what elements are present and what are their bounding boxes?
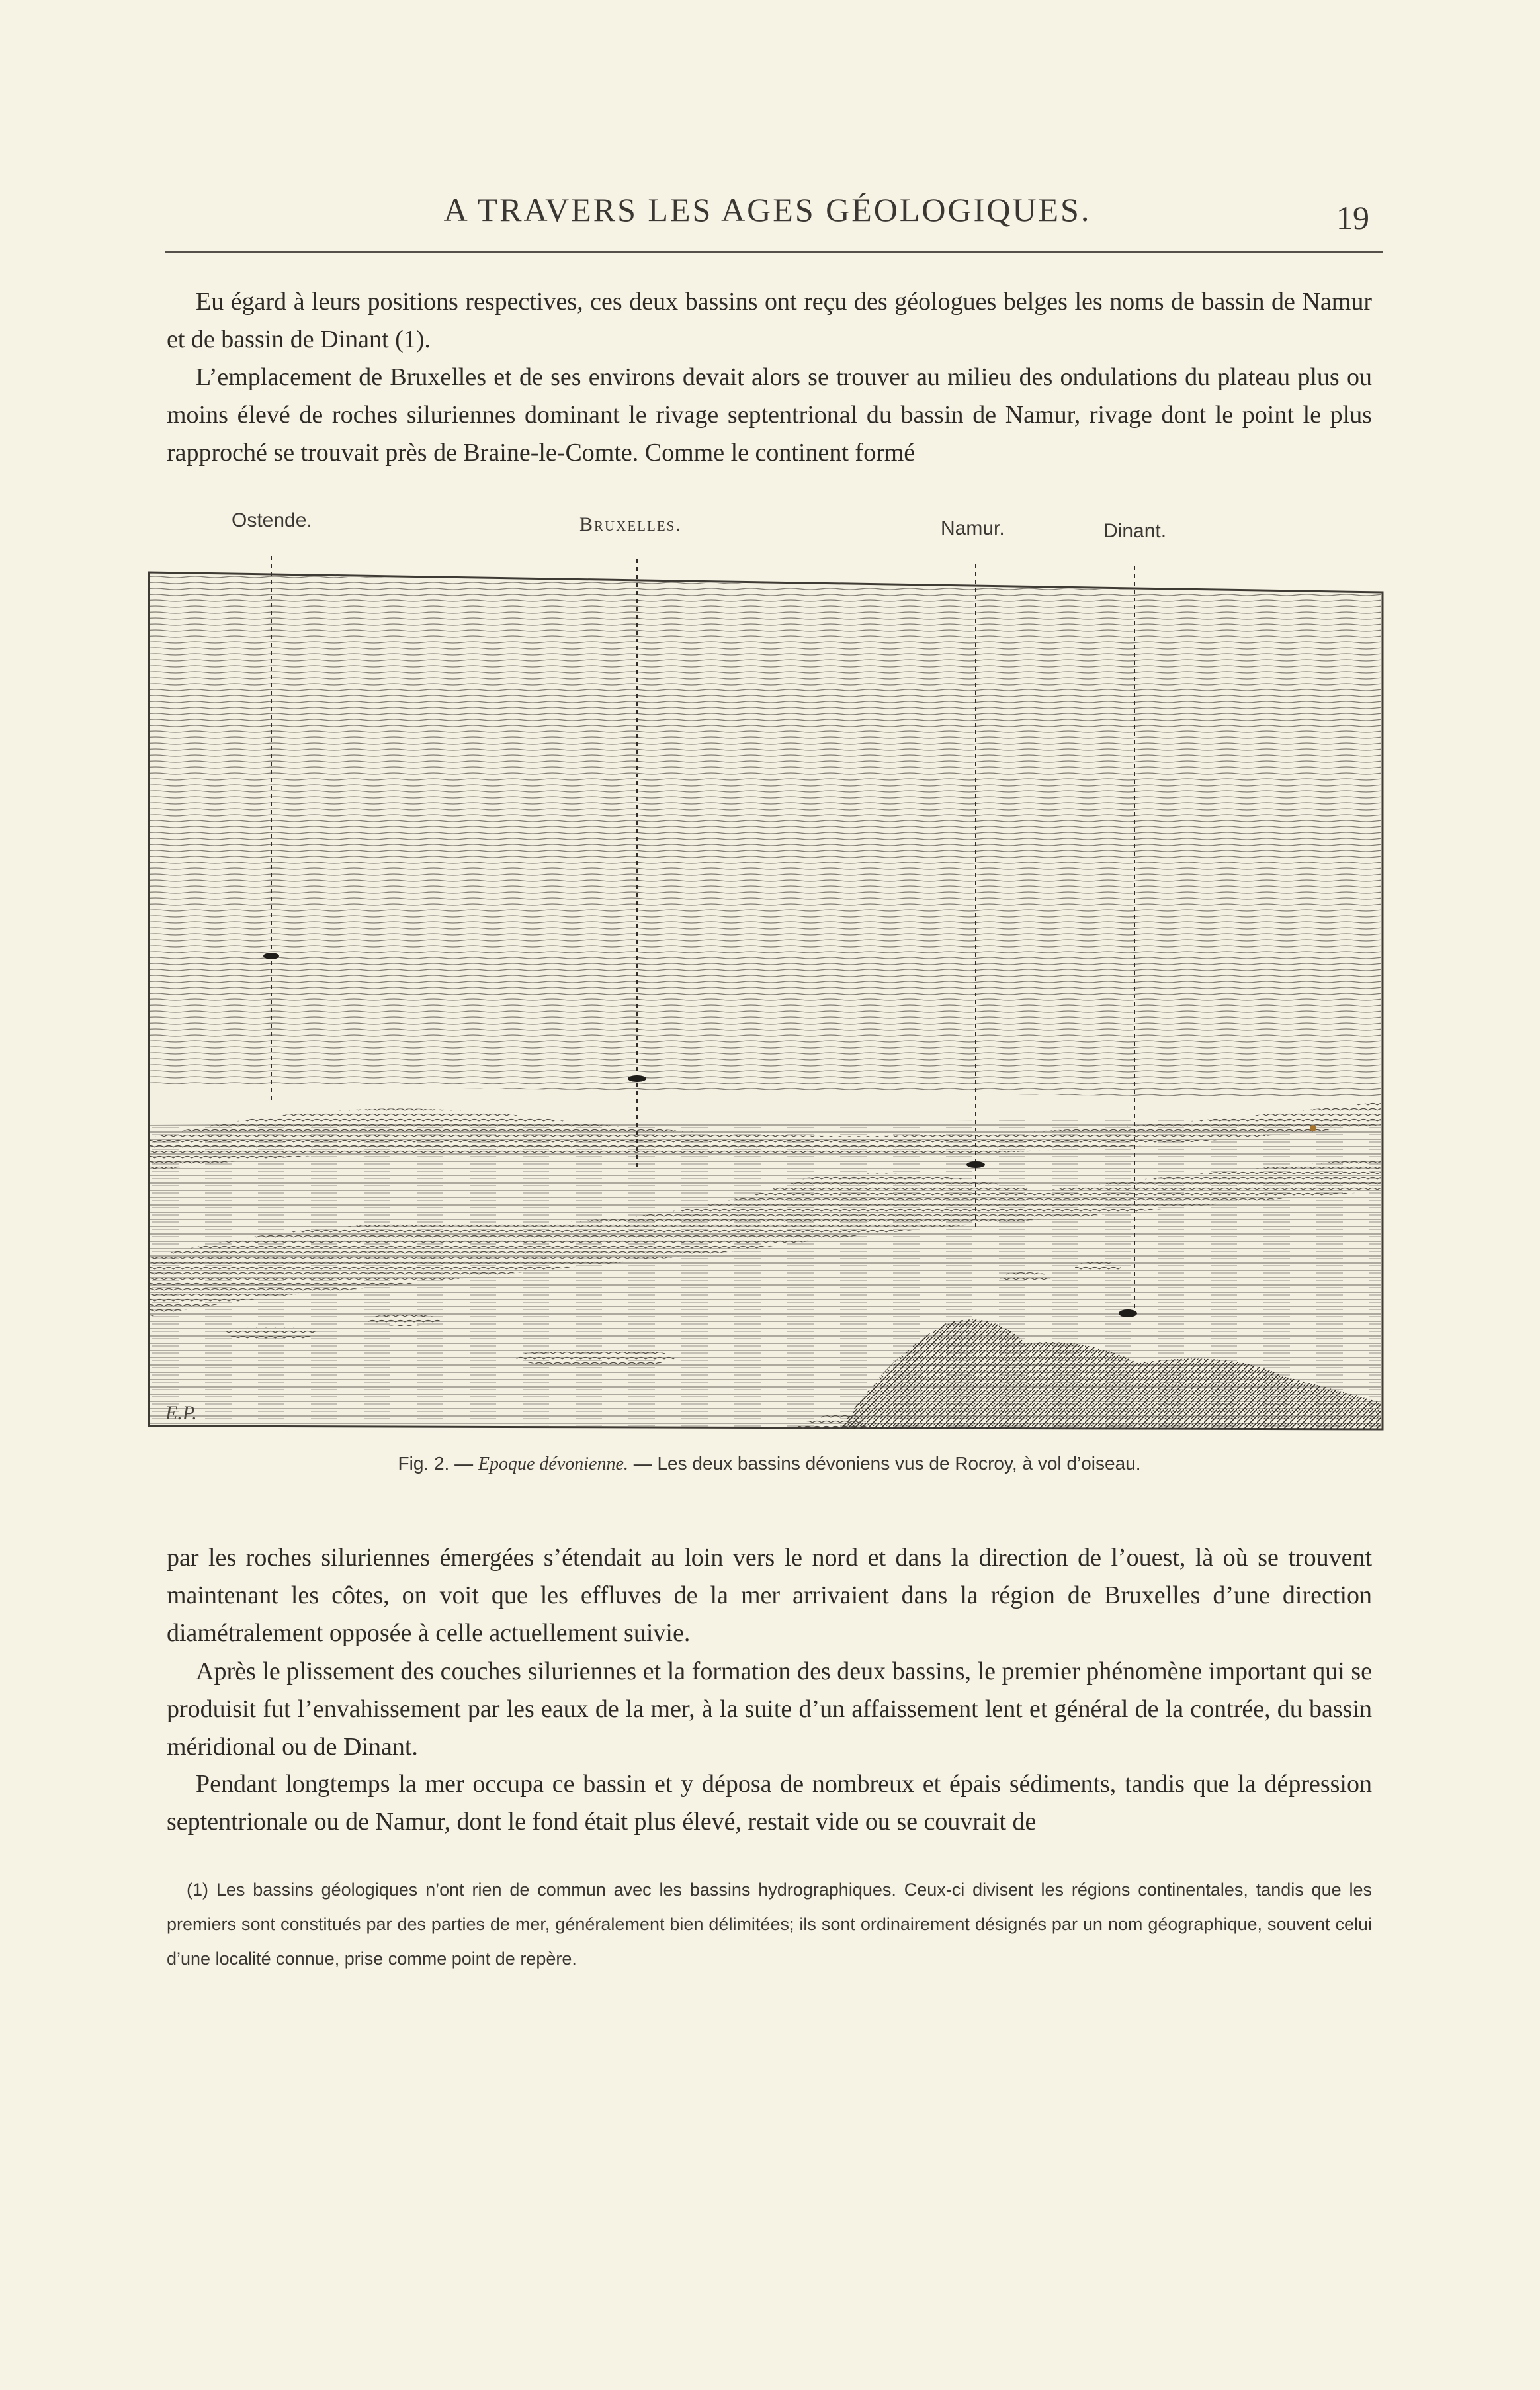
running-title: A TRAVERS LES AGES GÉOLOGIQUES. (443, 191, 1091, 228)
footnote: (1) Les bassins géologiques n’ont rien de commun avec les bassins hydrographiques. Ceux-ci divisent les régions continentales, tandis que les premiers sont constitués par des parties de mer, généralement bien délimitées; ils sont ordinairement désignés par un nom géographique, souvent celui d’une localité connue, prise comme point de repère. (167, 1880, 1372, 1969)
label-bruxelles: Bruxelles. (579, 513, 682, 535)
island-1 (225, 1327, 318, 1340)
page-number: 19 (1336, 199, 1369, 236)
sky-hatching (150, 574, 1381, 1098)
island-4 (999, 1272, 1052, 1282)
paragraph-4: Après le plissement des couches siluriennes et la formation des deux bassins, le premier phénomène important qui se produisit fut l’envahissement par les eaux de la mer, à la suite d’un affaissement lent et général de la contrée, du bassin méridional ou de Dinant. (167, 1658, 1372, 1761)
label-dinant: Dinant. (1103, 520, 1167, 542)
paragraph-1: Eu égard à leurs positions respectives, ces deux bassins ont reçu des géologues belges les noms de bassin de Namur et de bassin de Dinant (1). (167, 288, 1372, 353)
island-3 (516, 1349, 675, 1367)
label-ostende: Ostende. (232, 509, 312, 531)
paragraph-2: L’emplacement de Bruxelles et de ses environs devait alors se trouver au milieu des ondulations du plateau plus ou moins élevé de roches siluriennes dominant le rivage septentrional du bassin de Namur, rivage dont le point le plus rapproché se trouvait près de Braine-le-Comte. Comme le continent formé (167, 363, 1372, 466)
caption-italic: Epoque dévonienne. (478, 1454, 628, 1474)
figure-engraving (146, 503, 1396, 1436)
caption-number: Fig. 2. — (398, 1453, 474, 1474)
header-rule (165, 251, 1383, 253)
figure-caption (167, 1453, 1372, 1475)
caption-text: — Les deux bassins dévoniens vus de Rocroy, à vol d’oiseau. (633, 1453, 1141, 1474)
island-2 (367, 1314, 440, 1326)
landscape-illustration (146, 503, 1396, 1436)
island-5 (1075, 1262, 1121, 1272)
engraver-signature: E.P. (165, 1402, 197, 1424)
paragraph-3: par les roches siluriennes émergées s’étendait au loin vers le nord et dans la direction de l’ouest, là où se trouvent maintenant les côtes, on voit que les effluves de la mer arrivaient dans la région de Bruxelles d’une direction diamétralement opposée à celle actuellement suivie. (167, 1544, 1372, 1647)
label-namur: Namur. (941, 517, 1005, 539)
paragraph-5: Pendant longtemps la mer occupa ce bassin et y déposa de nombreux et épais sédiments, tandis que la dépression septentrionale ou de Namur, dont le fond était plus élevé, restait vide ou se couvrait de (167, 1770, 1372, 1836)
